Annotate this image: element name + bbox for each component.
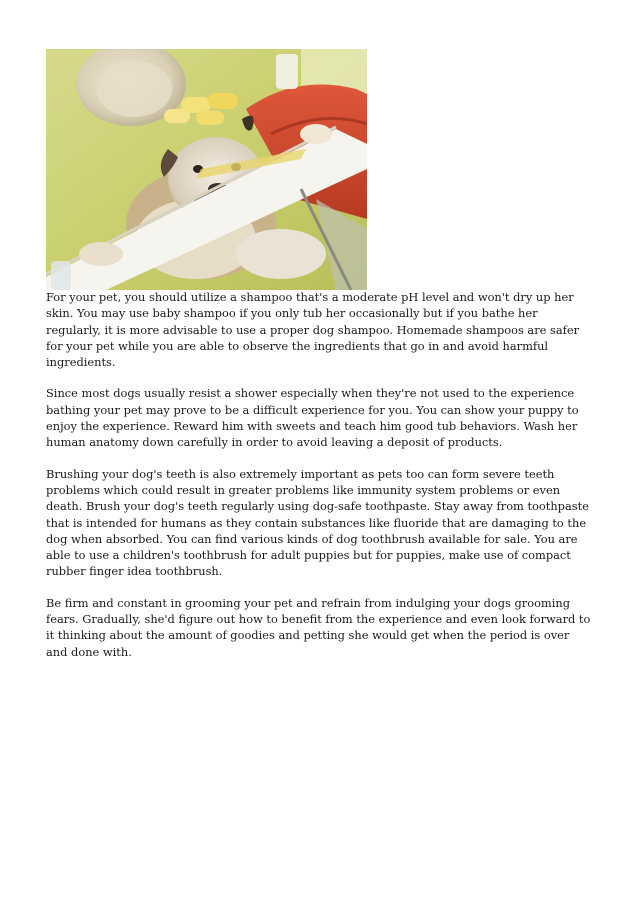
paragraph-bathing: Since most dogs usually resist a shower especially when they're not used to the experience bathing your pet may prove to be a difficult experience for you. You can show your puppy to enjoy the experience. Reward him with sweets and teach him good tub behaviors. Wash her human anatomy down carefully in order to avoid leaving a deposit of products. [46,386,579,450]
paragraph-teeth: Brushing your dog's teeth is also extremely important as pets too can form severe teeth problems which could result in greater problems like immunity system problems or even death. Brush your dog's teeth regularly using dog-safe toothpaste. Stay away from toothpaste that is intended for humans as they contain substances like fluoride that are damaging to the dog when absorbed. You can find various kinds of dog toothbrush available for sale. You are able to use a children's toothbrush for adult puppies but for puppies, make use of compact rubber finger idea toothbrush. [46,466,589,579]
article-body [46,289,594,675]
bulldog-salon-photo [46,49,367,290]
paragraph-grooming: Be firm and constant in grooming your pet and refrain from indulging your dogs grooming fears. Gradually, she'd figure out how to benefit from the experience and even look forward to it thinking about the amount of goodies and petting she would get when the period is over and done with. [46,595,591,659]
paragraph-shampoo: For your pet, you should utilize a shampoo that's a moderate pH level and won't dry up her skin. You may use baby shampoo if you only tub her occasionally but if you bathe her regularly, it is more advisable to use a proper dog shampoo. Homemade shampoos are safer for your pet while you are able to observe the ingredients that go in and avoid harmful ingredients. [46,290,580,370]
